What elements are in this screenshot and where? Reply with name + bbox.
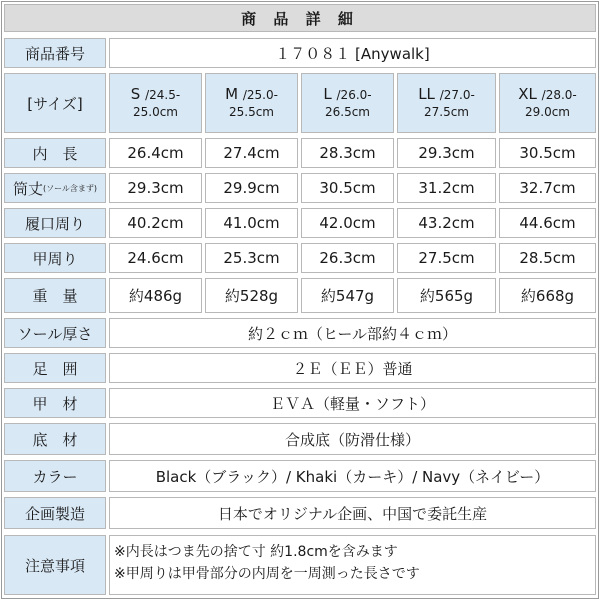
note-line: ※甲周りは甲骨部分の内周を一周測った長さです <box>114 566 420 582</box>
row-label-note: (ソール含まず) <box>42 183 98 193</box>
cell-value: 30.5cm <box>319 179 376 197</box>
cell-value: 27.4cm <box>223 144 280 162</box>
table-cell <box>301 278 394 313</box>
row-label: ソール厚さ <box>17 324 93 343</box>
note-line: ※内長はつま先の捨て寸 約1.8cmを含みます <box>114 544 398 560</box>
table-cell <box>301 138 394 168</box>
row-label: 甲 材 <box>32 394 78 413</box>
size-range-top: /27.0- <box>439 87 475 102</box>
size-name: L <box>323 84 332 103</box>
color-label-cell <box>4 460 106 492</box>
table-cell <box>499 243 596 273</box>
size-name: LL <box>418 84 435 103</box>
width-value-cell <box>109 353 596 383</box>
table-cell <box>109 243 202 273</box>
size-range-top: /28.0- <box>541 87 577 102</box>
row-value: 約２ｃｍ（ヒール部約４ｃｍ） <box>247 324 458 343</box>
product-no-label: 商品番号 <box>24 44 85 63</box>
table-cell <box>205 243 298 273</box>
cell-value: 26.4cm <box>127 144 184 162</box>
cell-value: 27.5cm <box>418 249 475 267</box>
row-label: 筒丈 <box>12 179 43 198</box>
table-cell <box>301 173 394 203</box>
opening-circumference-label-cell <box>4 208 106 238</box>
size-range-bottom: 25.0cm <box>132 104 178 119</box>
table-header <box>4 4 596 32</box>
table-title: 商 品 詳 細 <box>241 9 359 28</box>
inner-length-label-cell <box>4 138 106 168</box>
size-range-bottom: 25.5cm <box>228 104 274 119</box>
cell-value: 29.9cm <box>223 179 280 197</box>
manufacturing-value-cell <box>109 497 596 529</box>
table-cell <box>397 173 496 203</box>
cell-value: 31.2cm <box>418 179 475 197</box>
size-label-cell <box>4 73 106 133</box>
size-column-ll <box>397 73 496 133</box>
upper-material-value-cell <box>109 388 596 418</box>
size-column-s <box>109 73 202 133</box>
shaft-height-label-cell <box>4 173 106 203</box>
size-range-top: /25.0- <box>242 87 278 102</box>
product-no-label-cell <box>4 38 106 68</box>
table-cell <box>205 278 298 313</box>
table-cell <box>499 278 596 313</box>
color-value-cell <box>109 460 596 492</box>
table-cell <box>397 208 496 238</box>
table-cell <box>397 243 496 273</box>
size-range-bottom: 27.5cm <box>423 104 469 119</box>
size-range-bottom: 29.0cm <box>524 104 570 119</box>
table-cell <box>109 173 202 203</box>
table-cell <box>205 208 298 238</box>
sole-thickness-value-cell <box>109 318 596 348</box>
row-label: 足 囲 <box>32 359 78 378</box>
row-label: 甲周り <box>32 249 78 268</box>
row-label: 履口周り <box>24 214 85 233</box>
table-cell <box>205 173 298 203</box>
sole-material-label-cell <box>4 423 106 455</box>
cell-value: 42.0cm <box>319 214 376 232</box>
cell-value: 約565g <box>419 287 474 305</box>
size-range-top: /26.0- <box>336 87 372 102</box>
cell-value: 約547g <box>320 287 375 305</box>
row-label: 企画製造 <box>24 504 85 523</box>
size-column-m <box>205 73 298 133</box>
cell-value: 44.6cm <box>519 214 576 232</box>
row-value: 合成底（防滑仕様） <box>284 430 420 449</box>
row-value: ＥＶＡ（軽量・ソフト） <box>269 394 435 413</box>
table-cell <box>205 138 298 168</box>
table-cell <box>499 138 596 168</box>
table-cell <box>109 278 202 313</box>
cell-value: 41.0cm <box>223 214 280 232</box>
size-range-bottom: 26.5cm <box>324 104 370 119</box>
size-name: XL <box>518 84 537 103</box>
size-name: M <box>225 84 239 103</box>
row-label: 重 量 <box>32 287 78 305</box>
product-no-value: １７０８１ [Anywalk] <box>275 44 430 63</box>
table-cell <box>499 173 596 203</box>
row-label: カラー <box>32 467 78 486</box>
cell-value: 28.5cm <box>519 249 576 267</box>
manufacturing-label-cell <box>4 497 106 529</box>
notes-value-cell <box>109 535 596 595</box>
cell-value: 26.3cm <box>319 249 376 267</box>
size-label: [サイズ] <box>27 94 83 113</box>
cell-value: 30.5cm <box>519 144 576 162</box>
notes-label-cell <box>4 535 106 595</box>
width-label-cell <box>4 353 106 383</box>
cell-value: 約528g <box>224 287 279 305</box>
notes-label: 注意事項 <box>24 556 85 575</box>
cell-value: 28.3cm <box>319 144 376 162</box>
cell-value: 40.2cm <box>127 214 184 232</box>
size-column-l <box>301 73 394 133</box>
row-value: Black（ブラック）/ Khaki（カーキ）/ Navy（ネイビー） <box>155 467 550 486</box>
sole-material-value-cell <box>109 423 596 455</box>
cell-value: 43.2cm <box>418 214 475 232</box>
cell-value: 25.3cm <box>223 249 280 267</box>
cell-value: 24.6cm <box>127 249 184 267</box>
row-label: 底 材 <box>32 430 78 449</box>
row-label: 内 長 <box>32 144 78 163</box>
size-name: S <box>130 84 141 103</box>
cell-value: 約668g <box>520 287 575 305</box>
table-cell <box>109 208 202 238</box>
upper-material-label-cell <box>4 388 106 418</box>
size-range-top: /24.5- <box>145 87 181 102</box>
table-cell <box>109 138 202 168</box>
cell-value: 約486g <box>128 287 183 305</box>
row-value: 日本でオリジナル企画、中国で委託生産 <box>217 504 488 523</box>
cell-value: 29.3cm <box>127 179 184 197</box>
row-value: ２Ｅ（ＥＥ）普通 <box>292 359 413 378</box>
product-no-value-cell <box>109 38 596 68</box>
table-cell <box>301 208 394 238</box>
cell-value: 29.3cm <box>418 144 475 162</box>
instep-circumference-label-cell <box>4 243 106 273</box>
table-cell <box>499 208 596 238</box>
size-column-xl <box>499 73 596 133</box>
table-cell <box>397 278 496 313</box>
cell-value: 32.7cm <box>519 179 576 197</box>
sole-thickness-label-cell <box>4 318 106 348</box>
table-cell <box>301 243 394 273</box>
weight-label-cell <box>4 278 106 313</box>
table-cell <box>397 138 496 168</box>
